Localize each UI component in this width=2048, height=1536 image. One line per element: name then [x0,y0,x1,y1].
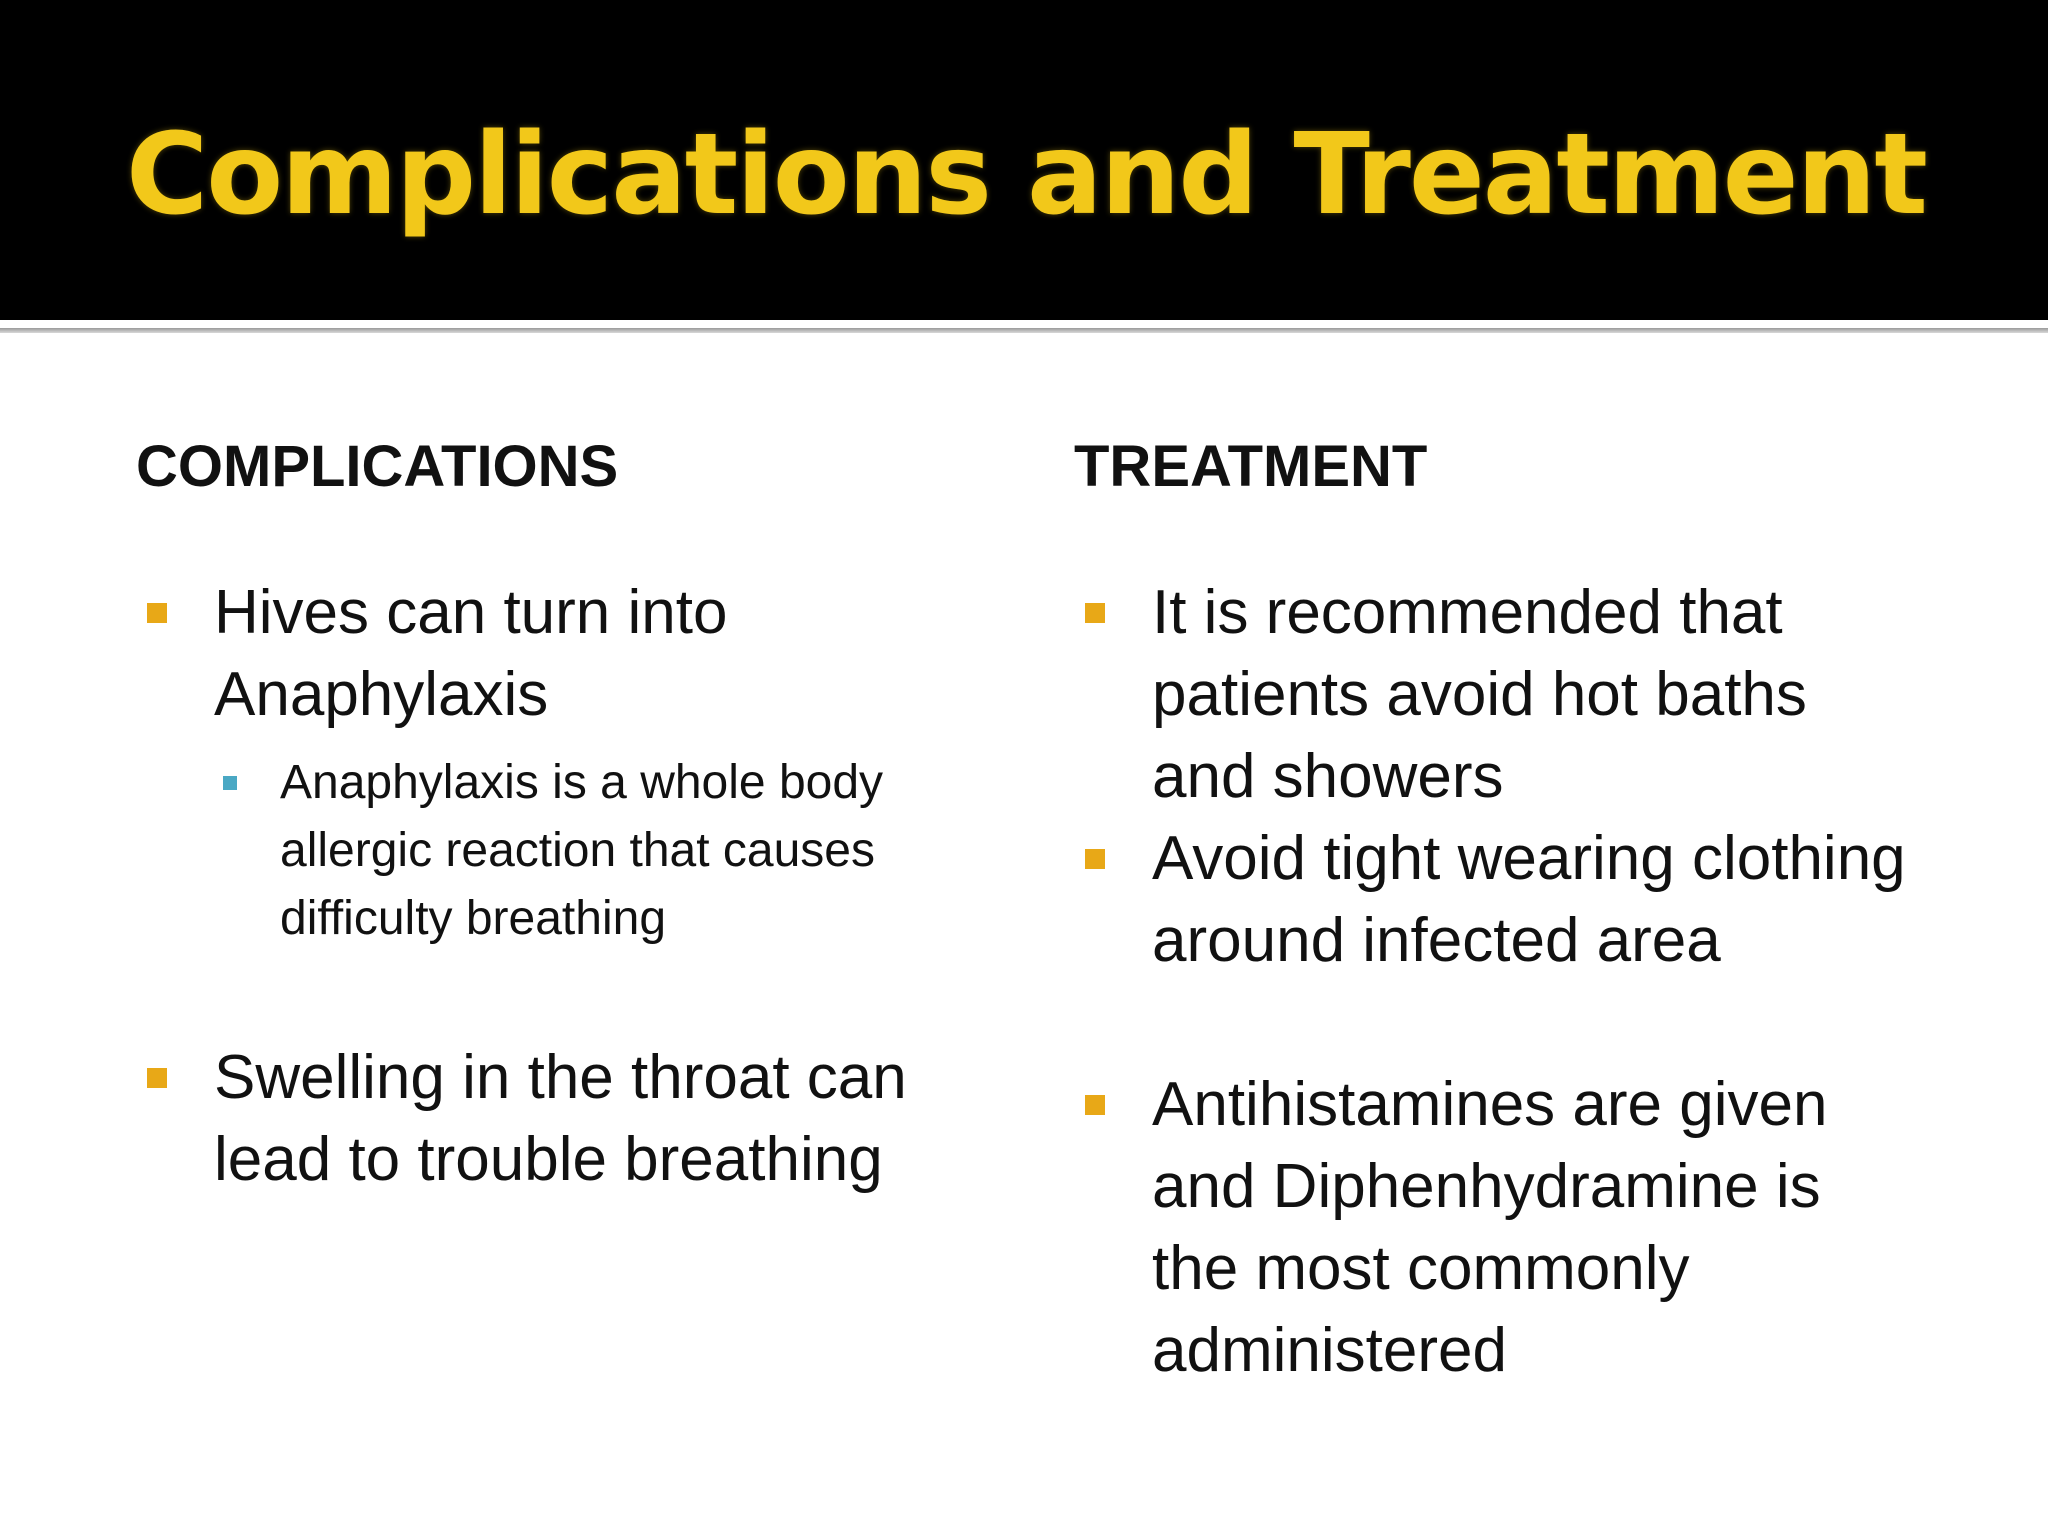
small-square-bullet-icon [223,776,237,790]
square-bullet-icon [1085,849,1105,869]
treatment-item-2: Avoid tight wearing clothing around infected area [1152,824,1906,975]
square-bullet-icon [147,1068,167,1088]
title-bar [0,0,2048,320]
treatment-item-3: Antihistamines are given and Diphenhydramine is the most commonly administered [1152,1070,1828,1385]
title-divider [0,328,2048,333]
square-bullet-icon [1085,603,1105,623]
treatment-heading: TREATMENT [1074,434,1428,499]
slide-title: Complications and Treatment [126,110,1926,240]
treatment-item-1: It is recommended that patients avoid hot baths and showers [1152,578,1807,811]
complication-item-1: Hives can turn into Anaphylaxis [214,578,728,729]
square-bullet-icon [1085,1095,1105,1115]
square-bullet-icon [147,603,167,623]
complication-item-2: Swelling in the throat can lead to trouble breathing [214,1043,907,1194]
complications-heading: COMPLICATIONS [136,434,619,499]
complication-sub-item-1: Anaphylaxis is a whole body allergic reaction that causes difficulty breathing [280,756,884,945]
